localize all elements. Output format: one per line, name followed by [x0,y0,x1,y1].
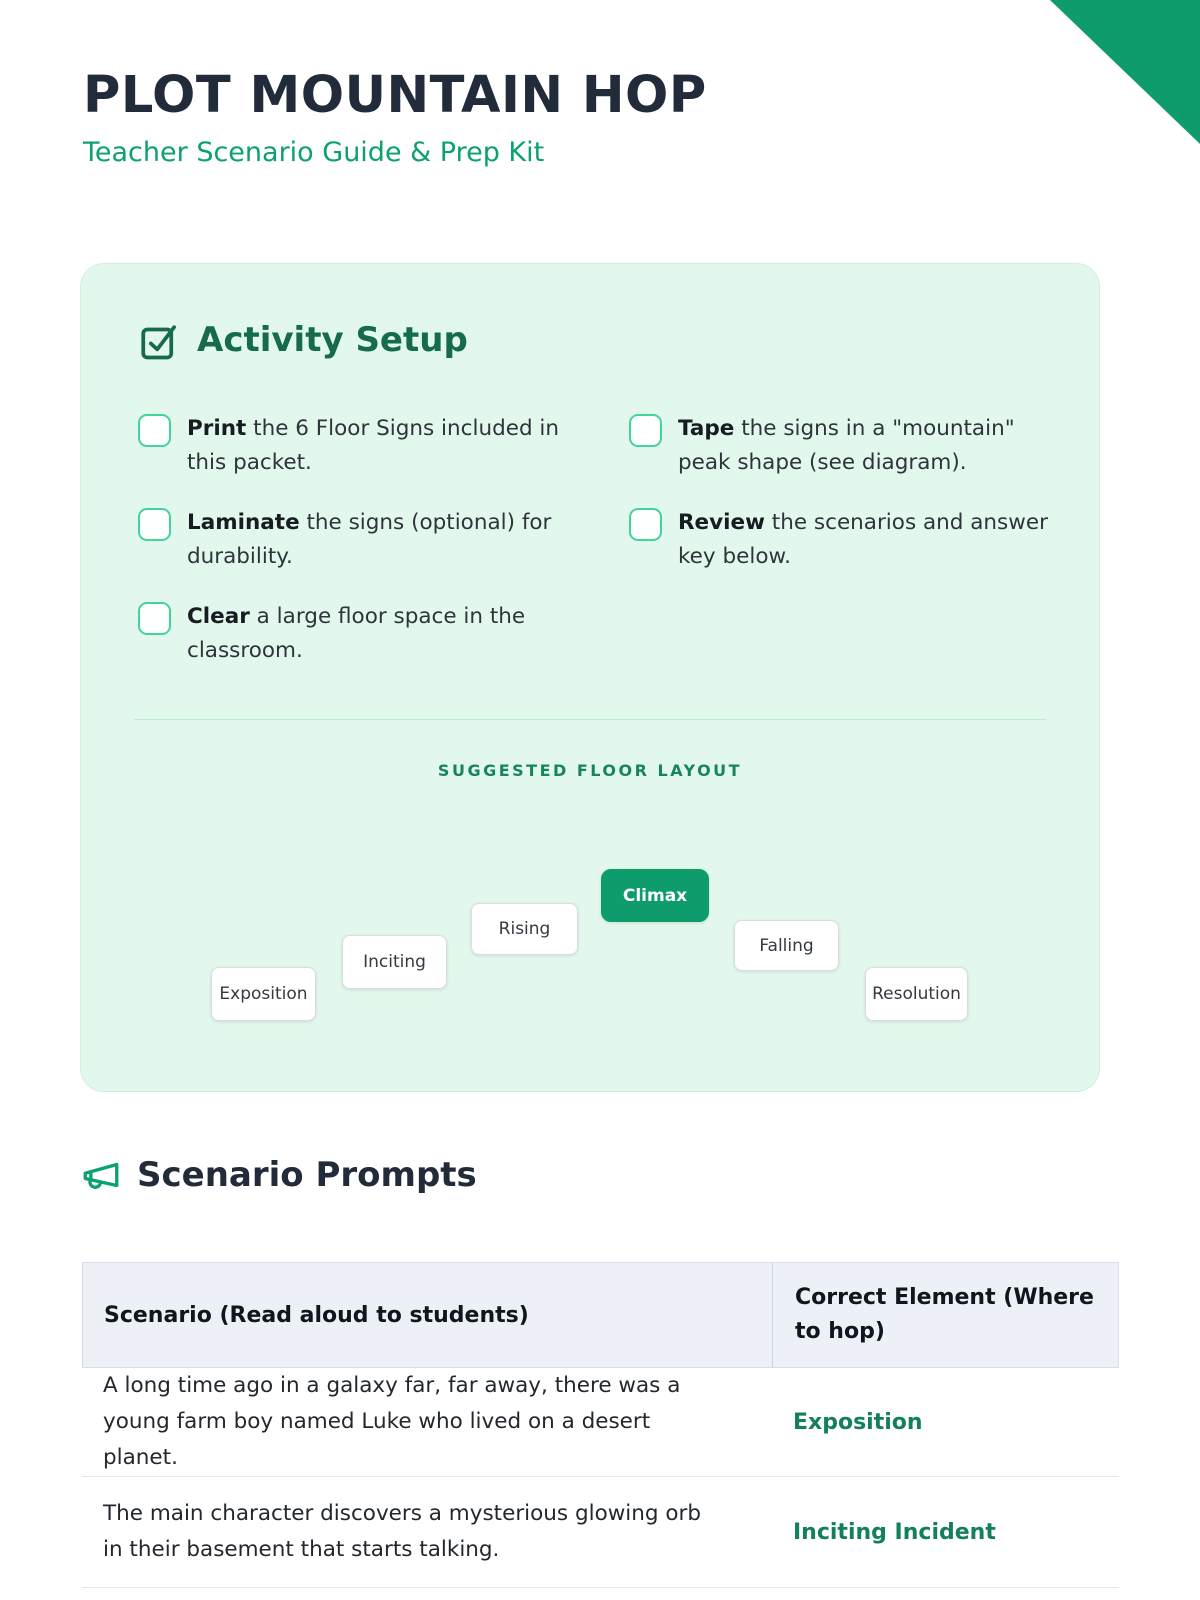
table-header-row [82,1262,1119,1368]
scenario-prompts-heading [80,1153,477,1197]
checklist-item-text: Print the 6 Floor Signs included in this packet. [187,416,560,475]
document-header [83,68,707,168]
floor-sign-label: Resolution [872,984,961,1004]
scenario-table [82,1262,1119,1588]
corner-triangle-decoration [1050,0,1200,144]
table-body [82,1368,1119,1588]
floor-layout-diagram [81,264,1099,1091]
page-subtitle: Teacher Scenario Guide & Prep Kit [83,137,545,169]
floor-layout-title: SUGGESTED FLOOR LAYOUT [437,761,743,780]
floor-sign-card [601,869,709,922]
floor-sign-card [865,967,968,1021]
column-header-scenario: Scenario (Read aloud to students) [104,1302,529,1328]
floor-sign-label: Inciting [363,952,426,972]
answer-cell: Exposition [793,1409,923,1435]
scenario-prompts-title: Scenario Prompts [137,1155,477,1195]
floor-sign-label: Falling [759,935,814,956]
table-row [82,1368,1119,1477]
floor-sign-card [342,935,447,989]
floor-sign-label: Climax [622,885,688,906]
floor-sign-label: Exposition [219,984,308,1004]
floor-sign-card [734,920,839,971]
megaphone-icon [80,1153,122,1197]
checklist-item-text: Tape the signs in a "mountain" peak shape (see diagram). [678,416,1015,475]
floor-sign-label: Rising [498,919,551,939]
table-row [82,1477,1119,1588]
checklist-item-text: Clear a large floor space in the classroom. [187,604,526,663]
floor-sign-card [211,967,316,1021]
floor-sign-card [471,903,578,955]
activity-setup-card [80,263,1100,1092]
checklist-item-text: Review the scenarios and answer key below. [678,510,1048,569]
page-title: PLOT MOUNTAIN HOP [83,66,707,125]
answer-cell: Inciting Incident [793,1519,996,1545]
column-header-correct-element: Correct Element (Where to hop) [772,1263,1118,1367]
scenario-cell: A long time ago in a galaxy far, far away, there was a young farm boy named Luke who lived on a desert planet. [103,1373,681,1470]
activity-setup-title: Activity Setup [197,320,468,360]
checklist-item-text: Laminate the signs (optional) for durability. [187,510,552,569]
scenario-cell: The main character discovers a mysterious glowing orb in their basement that starts talking. [103,1501,702,1562]
